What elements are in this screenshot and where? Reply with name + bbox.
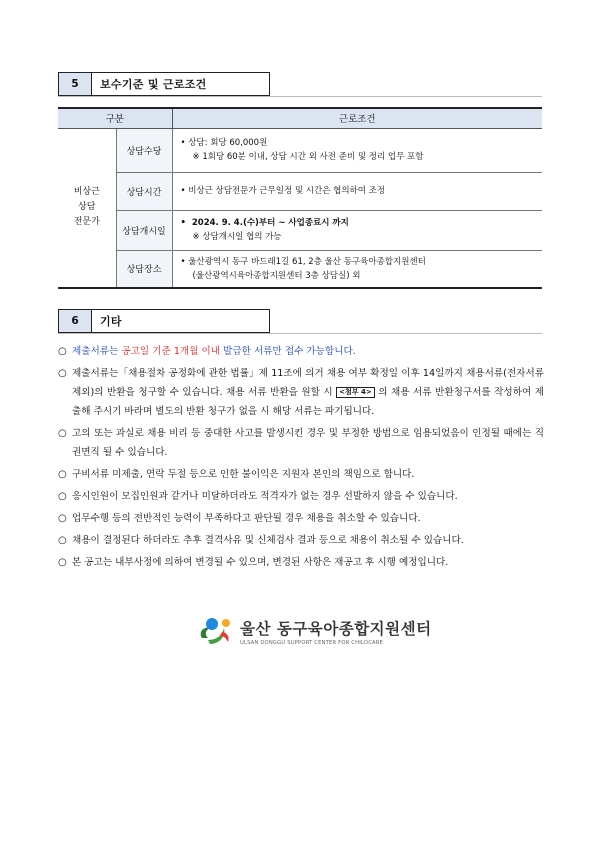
- circle-bullet-icon: ○: [58, 368, 67, 379]
- circle-bullet-icon: ○: [58, 535, 67, 546]
- center-logo: [196, 614, 432, 648]
- table-row: [58, 172, 542, 210]
- row-label: 상담수당: [116, 128, 172, 172]
- row-label: 상담시간: [116, 172, 172, 210]
- section-title: 기타: [92, 309, 270, 333]
- list-item: ○ 고의 또는 과실로 채용 비리 등 중대한 사고를 발생시킨 경우 및 부정한 방법으로 임용되었음이 인정될 때에는 직권면직 될 수 있습니다.: [58, 424, 544, 462]
- section-divider: [58, 96, 542, 97]
- circle-bullet-icon: ○: [58, 557, 67, 568]
- table-header-row: [58, 108, 542, 128]
- center-logo-mark-icon: [196, 614, 236, 648]
- section-number: 5: [58, 72, 92, 96]
- work-conditions-table: [58, 107, 542, 289]
- notice-list: [58, 342, 544, 575]
- table-header-conditions: 근로조건: [172, 108, 542, 128]
- section-5-header: [58, 72, 270, 96]
- deadline-highlight: 공고일 기준 1개월 이내: [121, 346, 221, 357]
- row-value: • 상담: 회당 60,000원 ※ 1회당 60분 이내, 상담 시간 외 사전 준비 및 정리 업무 포함: [172, 128, 542, 172]
- list-item: ○ 제출서류는「채용절차 공정화에 관한 법률」제 11조에 의거 채용 여부 확정일 이후 14일까지 채용서류(전자서류 제외)의 반환을 청구할 수 있습니다. 채용 서류 반환을 원할 시 <첨부 4> 의 채용 서류 반환청구서를 작성하여 제출해 주시기 바라며 별도의 반환 청구가 없을 시 해당 서류는 파기됩니다.: [58, 364, 544, 421]
- list-item: ○ 업무수행 등의 전반적인 능력이 부족하다고 판단될 경우 채용을 취소할 수 있습니다.: [58, 509, 544, 528]
- row-value: • 2024. 9. 4.(수)부터 ~ 사업종료시 까지 ※ 상담개시일 협의 가능: [172, 210, 542, 250]
- circle-bullet-icon: ○: [58, 428, 67, 439]
- circle-bullet-icon: ○: [58, 513, 67, 524]
- table-row: [58, 250, 542, 288]
- circle-bullet-icon: ○: [58, 491, 67, 502]
- group-label: 비상근 상담 전문가: [58, 128, 116, 288]
- circle-bullet-icon: ○: [58, 346, 67, 357]
- row-value: • 비상근 상담전문가 근무일정 및 시간은 협의하여 조정: [172, 172, 542, 210]
- section-number: 6: [58, 309, 92, 333]
- row-label: 상담개시일: [116, 210, 172, 250]
- list-item: ○ 응시인원이 모집인원과 같거나 미달하더라도 적격자가 없는 경우 선발하지 않을 수 있습니다.: [58, 487, 544, 506]
- list-item: ○ 본 공고는 내부사정에 의하여 변경될 수 있으며, 변경된 사항은 재공고 후 시행 예정입니다.: [58, 553, 544, 572]
- logo-name-english: ULSAN DONGGU SUPPORT CENTER FOR CHILDCARE: [240, 639, 384, 646]
- list-item: ○ 채용이 결정된다 하더라도 추후 결격사유 및 신체검사 결과 등으로 채용이 취소될 수 있습니다.: [58, 531, 544, 550]
- table-row: [58, 128, 542, 172]
- section-title: 보수기준 및 근로조건: [92, 72, 270, 96]
- attachment-tag: <첨부 4>: [336, 387, 375, 398]
- row-value: • 울산광역시 동구 바드래1길 61, 2층 울산 동구육아종합지원센터 (울산광역시육아종합지원센터 3층 상담실) 외: [172, 250, 542, 288]
- list-item: ○ 구비서류 미제출, 연락 두절 등으로 인한 불이익은 지원자 본인의 책임으로 합니다.: [58, 465, 544, 484]
- list-item: ○ 제출서류는 공고일 기준 1개월 이내 발급한 서류만 접수 가능합니다.: [58, 342, 544, 361]
- table-row: [58, 210, 542, 250]
- section-6-header: [58, 309, 270, 333]
- circle-bullet-icon: ○: [58, 469, 67, 480]
- table-header-category: 구분: [58, 108, 172, 128]
- section-divider: [58, 333, 542, 334]
- logo-name-korean: 울산 동구육아종합지원센터: [240, 619, 432, 638]
- row-label: 상담장소: [116, 250, 172, 288]
